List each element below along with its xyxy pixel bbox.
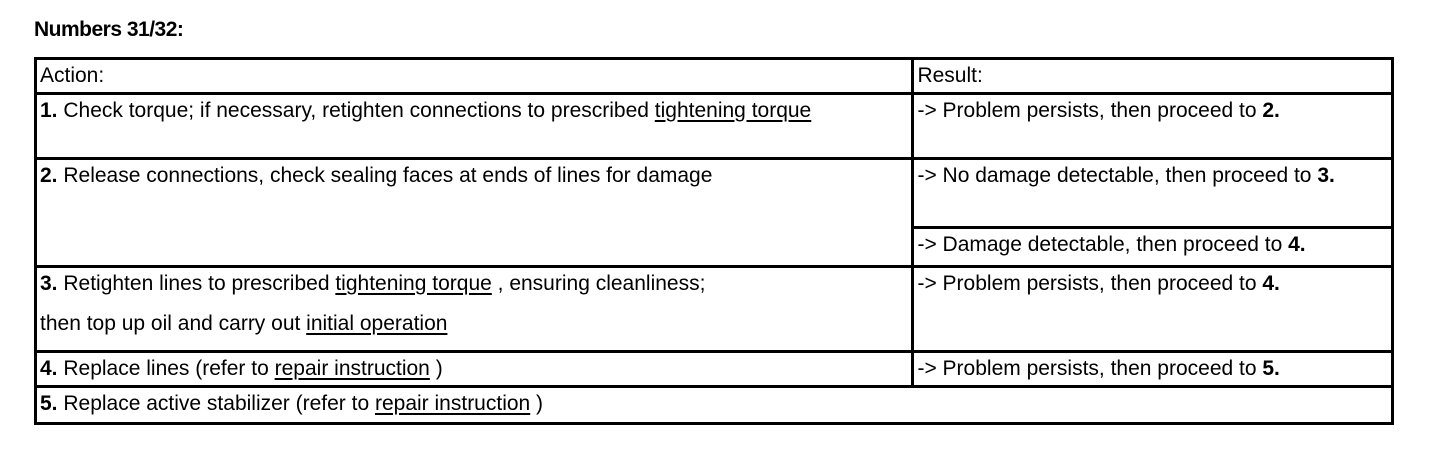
step-text: Replace lines (refer to (57, 357, 275, 380)
result-text: -> Damage detectable, then proceed to (917, 233, 1289, 256)
step-2-action (36, 159, 913, 267)
step-number: 1. (40, 99, 58, 122)
step-text: , ensuring cleanliness; (491, 272, 706, 295)
page-title: Numbers 31/32: (34, 18, 184, 41)
step-number: 5. (40, 392, 58, 415)
step-2-result-a (913, 159, 1393, 228)
initial-operation-link[interactable]: initial operation (306, 312, 448, 335)
step-text: then top up oil and carry out (40, 312, 307, 335)
step-text: Release connections, check sealing faces at ends of lines for damage (57, 164, 713, 187)
tightening-torque-link[interactable]: tightening torque (654, 99, 812, 122)
step-1-result (913, 94, 1393, 159)
result-step: 3. (1317, 164, 1335, 187)
result-step: 4. (1288, 233, 1306, 256)
table-row (36, 159, 1393, 228)
result-text: -> No damage detectable, then proceed to (917, 164, 1318, 187)
column-header-result: Result: (913, 59, 1393, 94)
repair-instruction-link[interactable]: repair instruction (274, 357, 430, 380)
result-text: -> Problem persists, then proceed to (917, 99, 1263, 122)
step-text: Check torque; if necessary, retighten connections to prescribed (57, 99, 655, 122)
table-header-row (36, 59, 1393, 94)
table-row (36, 94, 1393, 159)
step-number: 2. (40, 164, 58, 187)
repair-instruction-link[interactable]: repair instruction (374, 392, 531, 415)
step-4-result (913, 352, 1393, 387)
step-number: 4. (40, 357, 58, 380)
step-3-action (36, 267, 913, 352)
step-text: ) (429, 357, 443, 380)
step-5-action (36, 387, 1393, 424)
result-text: -> Problem persists, then proceed to (917, 357, 1263, 380)
tightening-torque-link[interactable]: tightening torque (335, 272, 492, 295)
step-2-result-b (913, 228, 1393, 267)
result-text: -> Problem persists, then proceed to (917, 272, 1263, 295)
step-1-action (36, 94, 913, 159)
step-text: Replace active stabilizer (refer to (57, 392, 375, 415)
table-row (36, 267, 1393, 352)
step-4-action (36, 352, 913, 387)
result-step: 5. (1262, 357, 1280, 380)
table-row (36, 387, 1393, 424)
step-3-result (913, 267, 1393, 352)
step-text: ) (530, 392, 544, 415)
column-header-action: Action: (36, 59, 913, 94)
step-text-line-2 (40, 308, 907, 340)
step-number: 3. (40, 272, 58, 295)
result-step: 2. (1262, 99, 1280, 122)
result-step: 4. (1262, 272, 1280, 295)
table-row (36, 352, 1393, 387)
step-text: Retighten lines to prescribed (57, 272, 336, 295)
troubleshooting-table (34, 57, 1394, 425)
